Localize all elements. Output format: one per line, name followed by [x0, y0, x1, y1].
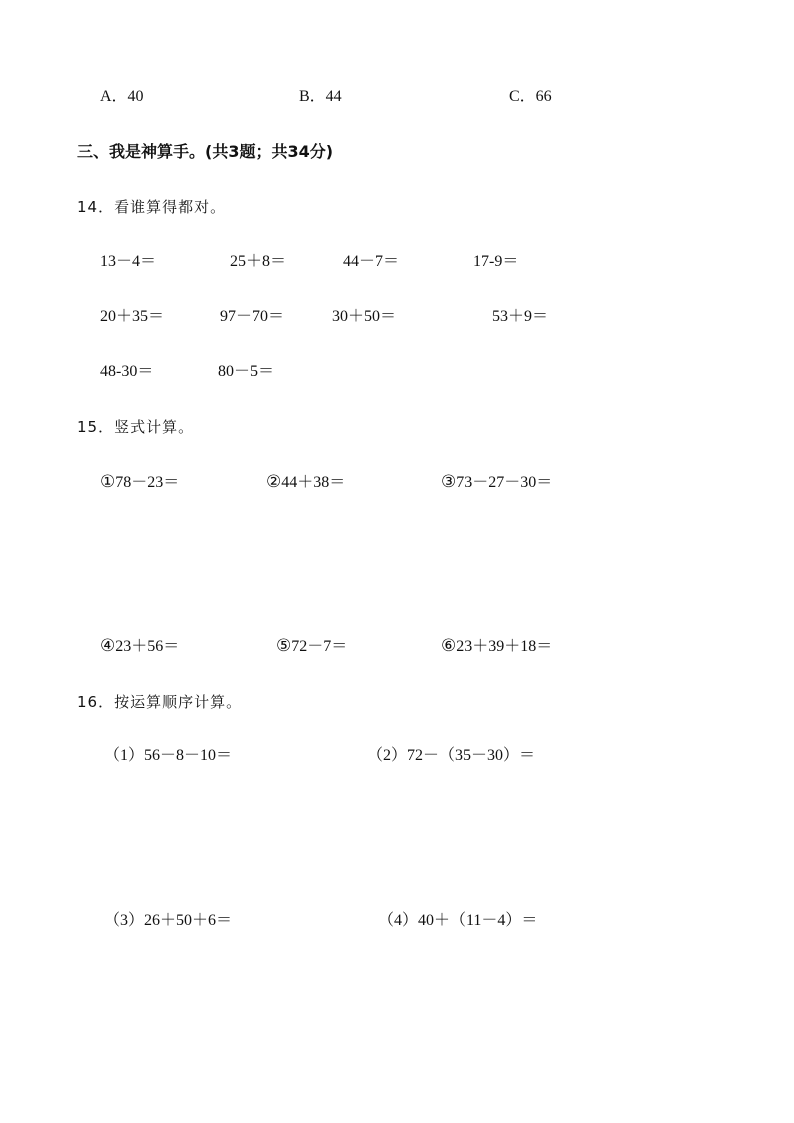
q15-item-2-expr: 44＋38＝	[281, 474, 346, 491]
q16-item-4: （4）40＋（11－4）＝	[378, 912, 538, 929]
q14-item-8: 53＋9＝	[492, 308, 549, 325]
circled-3-marker: ③	[441, 472, 457, 492]
q16-item-1: （1）56－8－10＝	[104, 747, 233, 764]
q15-item-6-expr: 23＋39＋18＝	[456, 638, 553, 655]
q14-item-3: 44－7＝	[343, 253, 400, 270]
question-15-title: 15．竖式计算。	[77, 418, 195, 436]
q14-item-10: 80－5＝	[218, 363, 275, 380]
option-b: B．44	[299, 88, 342, 105]
q15-item-1	[100, 472, 179, 493]
q15-item-6	[441, 636, 552, 657]
circled-5-marker: ⑤	[276, 636, 292, 656]
circled-6-marker: ⑥	[441, 636, 457, 656]
q15-item-1-expr: 78－23＝	[115, 474, 180, 491]
q15-item-4	[100, 636, 179, 657]
q15-item-3-expr: 73－27－30＝	[456, 474, 553, 491]
q15-item-4-expr: 23＋56＝	[115, 638, 180, 655]
circled-1-marker: ①	[100, 472, 116, 492]
question-16-title: 16．按运算顺序计算。	[77, 693, 243, 711]
option-a: A．40	[100, 88, 144, 105]
question-14-title: 14．看谁算得都对。	[77, 198, 227, 216]
circled-4-marker: ④	[100, 636, 116, 656]
section-heading: 三、我是神算手。(共3题；共34分)	[77, 142, 334, 161]
q14-item-6: 97－70＝	[220, 308, 285, 325]
q14-item-4: 17-9＝	[473, 253, 519, 270]
q16-item-3: （3）26＋50＋6＝	[104, 912, 233, 929]
q15-item-3	[441, 472, 552, 493]
option-c: C．66	[509, 88, 552, 105]
q15-item-5	[276, 636, 347, 657]
q16-item-2: （2）72－（35－30）＝	[367, 747, 536, 764]
q14-item-5: 20＋35＝	[100, 308, 165, 325]
q14-item-1: 13－4＝	[100, 253, 157, 270]
circled-2-marker: ②	[266, 472, 282, 492]
q14-item-2: 25＋8＝	[230, 253, 287, 270]
q14-item-9: 48-30＝	[100, 363, 154, 380]
q15-item-5-expr: 72－7＝	[291, 638, 348, 655]
q15-item-2	[266, 472, 345, 493]
q14-item-7: 30＋50＝	[332, 308, 397, 325]
